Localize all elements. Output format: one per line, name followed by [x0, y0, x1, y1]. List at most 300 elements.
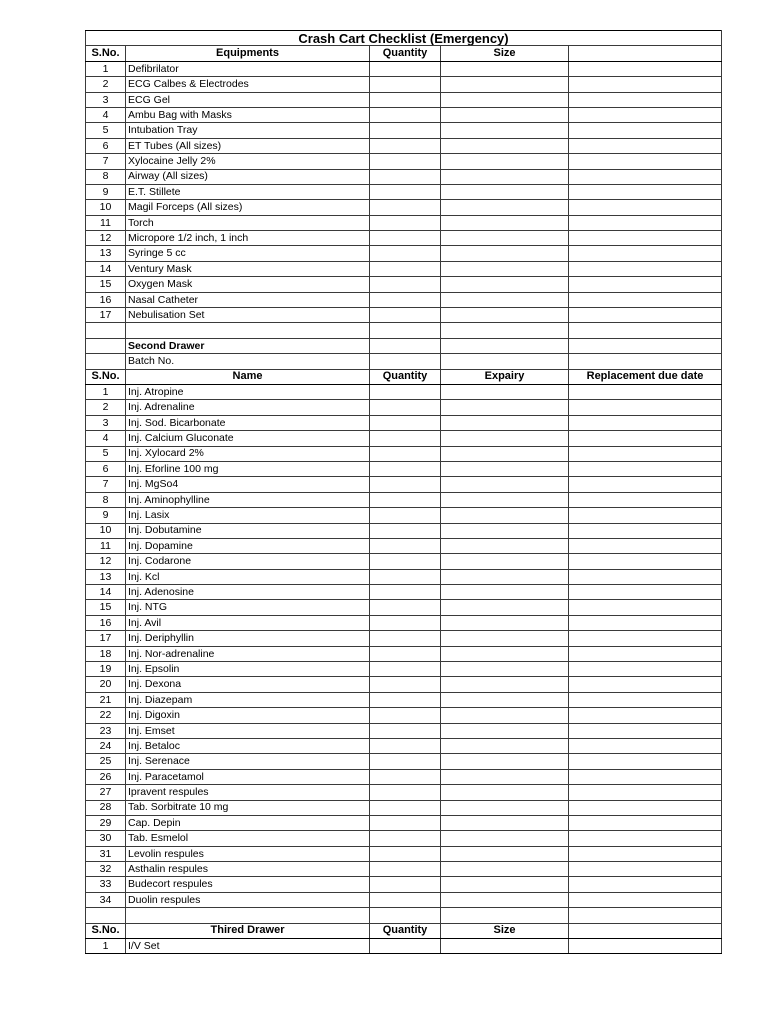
row-extra-cell[interactable]: [569, 384, 722, 399]
row-serial-number: 14: [86, 585, 126, 600]
row-quantity-cell[interactable]: [370, 877, 441, 892]
row-quantity-cell[interactable]: [370, 92, 441, 107]
row-size-cell[interactable]: [441, 154, 569, 169]
row-quantity-cell[interactable]: [370, 446, 441, 461]
row-quantity-cell[interactable]: [370, 892, 441, 907]
row-item-name: Inj. Adenosine: [126, 585, 370, 600]
row-serial-number: 30: [86, 831, 126, 846]
row-serial-number: 34: [86, 892, 126, 907]
row-extra-cell[interactable]: [569, 892, 722, 907]
table-row: [86, 138, 722, 153]
row-item-name: Inj. Digoxin: [126, 708, 370, 723]
row-quantity-cell[interactable]: [370, 231, 441, 246]
table-row: [86, 415, 722, 430]
row-item-name: Inj. MgSo4: [126, 477, 370, 492]
row-quantity-cell[interactable]: [370, 415, 441, 430]
table-row: [86, 477, 722, 492]
table-row: [86, 800, 722, 815]
column-header-name: Name: [126, 369, 370, 384]
row-size-cell[interactable]: [441, 107, 569, 122]
row-extra-cell[interactable]: [569, 646, 722, 661]
row-item-name: Ambu Bag with Masks: [126, 107, 370, 122]
row-item-name: Inj. Calcium Gluconate: [126, 431, 370, 446]
row-serial-number: 6: [86, 461, 126, 476]
row-serial-number: 9: [86, 184, 126, 199]
row-serial-number: 19: [86, 662, 126, 677]
row-extra-cell[interactable]: [569, 569, 722, 584]
row-size-cell[interactable]: [441, 92, 569, 107]
row-extra-cell[interactable]: [569, 246, 722, 261]
row-size-cell[interactable]: [441, 662, 569, 677]
row-extra-cell[interactable]: [569, 615, 722, 630]
row-extra-cell[interactable]: [569, 154, 722, 169]
row-quantity-cell[interactable]: [370, 615, 441, 630]
row-size-cell[interactable]: [441, 569, 569, 584]
row-item-name: Inj. Adrenaline: [126, 400, 370, 415]
spacer-size: [441, 323, 569, 338]
column-header-name: Equipments: [126, 46, 370, 61]
row-quantity-cell[interactable]: [370, 600, 441, 615]
row-size-cell[interactable]: [441, 585, 569, 600]
row-quantity-cell[interactable]: [370, 831, 441, 846]
row-serial-number: 5: [86, 123, 126, 138]
row-extra-cell[interactable]: [569, 508, 722, 523]
row-quantity-cell[interactable]: [370, 662, 441, 677]
row-extra-cell[interactable]: [569, 431, 722, 446]
row-extra-cell[interactable]: [569, 400, 722, 415]
table-row: [86, 723, 722, 738]
row-size-cell[interactable]: [441, 692, 569, 707]
row-item-name: Intubation Tray: [126, 123, 370, 138]
row-serial-number: 8: [86, 169, 126, 184]
row-extra-cell[interactable]: [569, 277, 722, 292]
row-item-name: Inj. Nor-adrenaline: [126, 646, 370, 661]
row-extra-cell[interactable]: [569, 261, 722, 276]
row-serial-number: 11: [86, 538, 126, 553]
table-row: [86, 431, 722, 446]
row-size-cell[interactable]: [441, 846, 569, 861]
table-row: [86, 292, 722, 307]
table-row: [86, 600, 722, 615]
table-row: [86, 231, 722, 246]
row-quantity-cell[interactable]: [370, 554, 441, 569]
row-extra-cell[interactable]: [569, 446, 722, 461]
table-row: [86, 692, 722, 707]
row-size-cell[interactable]: [441, 600, 569, 615]
row-quantity-cell[interactable]: [370, 677, 441, 692]
section-sublabel-size: [441, 354, 569, 369]
row-extra-cell[interactable]: [569, 538, 722, 553]
table-row: [86, 677, 722, 692]
row-size-cell[interactable]: [441, 892, 569, 907]
row-serial-number: 9: [86, 508, 126, 523]
row-size-cell[interactable]: [441, 169, 569, 184]
row-extra-cell[interactable]: [569, 215, 722, 230]
row-size-cell[interactable]: [441, 231, 569, 246]
row-size-cell[interactable]: [441, 415, 569, 430]
table-row: [86, 862, 722, 877]
row-size-cell[interactable]: [441, 677, 569, 692]
row-serial-number: 1: [86, 61, 126, 76]
row-serial-number: 7: [86, 477, 126, 492]
row-serial-number: 3: [86, 92, 126, 107]
row-quantity-cell[interactable]: [370, 708, 441, 723]
row-quantity-cell[interactable]: [370, 738, 441, 753]
row-extra-cell[interactable]: [569, 877, 722, 892]
row-extra-cell[interactable]: [569, 815, 722, 830]
row-extra-cell[interactable]: [569, 138, 722, 153]
row-quantity-cell[interactable]: [370, 538, 441, 553]
row-serial-number: 15: [86, 600, 126, 615]
row-serial-number: 31: [86, 846, 126, 861]
row-extra-cell[interactable]: [569, 492, 722, 507]
table-row: [86, 569, 722, 584]
table-row: [86, 107, 722, 122]
row-extra-cell[interactable]: [569, 200, 722, 215]
table-row: [86, 508, 722, 523]
row-size-cell[interactable]: [441, 246, 569, 261]
row-extra-cell[interactable]: [569, 92, 722, 107]
row-serial-number: 8: [86, 492, 126, 507]
column-header-extra: Replacement due date: [569, 369, 722, 384]
row-serial-number: 13: [86, 246, 126, 261]
row-quantity-cell[interactable]: [370, 308, 441, 323]
row-serial-number: 2: [86, 400, 126, 415]
row-extra-cell[interactable]: [569, 708, 722, 723]
row-quantity-cell[interactable]: [370, 400, 441, 415]
row-item-name: Xylocaine Jelly 2%: [126, 154, 370, 169]
row-extra-cell[interactable]: [569, 107, 722, 122]
row-item-name: Budecort respules: [126, 877, 370, 892]
row-quantity-cell[interactable]: [370, 384, 441, 399]
row-item-name: Tab. Sorbitrate 10 mg: [126, 800, 370, 815]
spacer-qty: [370, 908, 441, 923]
spacer-sno: [86, 908, 126, 923]
row-extra-cell[interactable]: [569, 415, 722, 430]
row-quantity-cell[interactable]: [370, 61, 441, 76]
row-extra-cell[interactable]: [569, 831, 722, 846]
section-label-sno: [86, 338, 126, 353]
page-title: Crash Cart Checklist (Emergency): [86, 31, 722, 46]
spacer-qty: [370, 323, 441, 338]
row-size-cell[interactable]: [441, 523, 569, 538]
section-sublabel-extra: [569, 354, 722, 369]
checklist-sheet: [85, 30, 721, 954]
row-serial-number: 10: [86, 200, 126, 215]
row-size-cell[interactable]: [441, 708, 569, 723]
row-extra-cell[interactable]: [569, 846, 722, 861]
row-size-cell[interactable]: [441, 446, 569, 461]
row-serial-number: 17: [86, 308, 126, 323]
row-serial-number: 28: [86, 800, 126, 815]
row-extra-cell[interactable]: [569, 662, 722, 677]
row-serial-number: 15: [86, 277, 126, 292]
column-header-size: Size: [441, 46, 569, 61]
row-size-cell[interactable]: [441, 831, 569, 846]
spacer-extra: [569, 323, 722, 338]
row-quantity-cell[interactable]: [370, 215, 441, 230]
row-quantity-cell[interactable]: [370, 523, 441, 538]
table-row: [86, 492, 722, 507]
row-item-name: Tab. Esmelol: [126, 831, 370, 846]
row-extra-cell[interactable]: [569, 754, 722, 769]
table-row: [86, 277, 722, 292]
row-size-cell[interactable]: [441, 538, 569, 553]
column-header-extra: [569, 46, 722, 61]
row-serial-number: 16: [86, 292, 126, 307]
row-size-cell[interactable]: [441, 215, 569, 230]
table-row: [86, 815, 722, 830]
table-row: [86, 523, 722, 538]
row-size-cell[interactable]: [441, 400, 569, 415]
column-header-size: Expairy: [441, 369, 569, 384]
table-row: [86, 538, 722, 553]
row-item-name: Inj. Serenace: [126, 754, 370, 769]
row-size-cell[interactable]: [441, 308, 569, 323]
row-extra-cell[interactable]: [569, 231, 722, 246]
row-quantity-cell[interactable]: [370, 77, 441, 92]
row-size-cell[interactable]: [441, 492, 569, 507]
row-size-cell[interactable]: [441, 769, 569, 784]
row-quantity-cell[interactable]: [370, 261, 441, 276]
row-quantity-cell[interactable]: [370, 939, 441, 954]
row-quantity-cell[interactable]: [370, 138, 441, 153]
section-sublabel: Batch No.: [126, 354, 370, 369]
row-size-cell[interactable]: [441, 815, 569, 830]
row-extra-cell[interactable]: [569, 184, 722, 199]
table-row: [86, 646, 722, 661]
table-row: [86, 446, 722, 461]
row-size-cell[interactable]: [441, 123, 569, 138]
row-quantity-cell[interactable]: [370, 477, 441, 492]
row-quantity-cell[interactable]: [370, 631, 441, 646]
row-size-cell[interactable]: [441, 785, 569, 800]
row-serial-number: 11: [86, 215, 126, 230]
row-extra-cell[interactable]: [569, 77, 722, 92]
row-serial-number: 26: [86, 769, 126, 784]
row-item-name: Inj. Sod. Bicarbonate: [126, 415, 370, 430]
row-quantity-cell[interactable]: [370, 585, 441, 600]
spacer-row: [86, 323, 722, 338]
row-item-name: Inj. Dexona: [126, 677, 370, 692]
row-item-name: Inj. Betaloc: [126, 738, 370, 753]
column-header-extra: [569, 923, 722, 938]
header-row-second-drawer: [86, 369, 722, 384]
row-extra-cell[interactable]: [569, 723, 722, 738]
row-extra-cell[interactable]: [569, 308, 722, 323]
row-item-name: Inj. Epsolin: [126, 662, 370, 677]
row-extra-cell[interactable]: [569, 600, 722, 615]
row-size-cell[interactable]: [441, 877, 569, 892]
row-size-cell[interactable]: [441, 723, 569, 738]
row-extra-cell[interactable]: [569, 939, 722, 954]
row-quantity-cell[interactable]: [370, 569, 441, 584]
spacer-row: [86, 908, 722, 923]
row-quantity-cell[interactable]: [370, 107, 441, 122]
column-header-name: Thired Drawer: [126, 923, 370, 938]
row-extra-cell[interactable]: [569, 169, 722, 184]
row-item-name: Inj. Xylocard 2%: [126, 446, 370, 461]
row-size-cell[interactable]: [441, 184, 569, 199]
row-size-cell[interactable]: [441, 939, 569, 954]
row-serial-number: 10: [86, 523, 126, 538]
row-quantity-cell[interactable]: [370, 154, 441, 169]
row-item-name: E.T. Stillete: [126, 184, 370, 199]
column-header-sno: S.No.: [86, 923, 126, 938]
row-quantity-cell[interactable]: [370, 785, 441, 800]
row-extra-cell[interactable]: [569, 61, 722, 76]
row-item-name: Asthalin respules: [126, 862, 370, 877]
section-label-row-second-drawer: [86, 338, 722, 353]
row-quantity-cell[interactable]: [370, 246, 441, 261]
row-item-name: Inj. NTG: [126, 600, 370, 615]
row-size-cell[interactable]: [441, 800, 569, 815]
row-extra-cell[interactable]: [569, 769, 722, 784]
crash-cart-checklist-table: [85, 30, 722, 954]
row-size-cell[interactable]: [441, 862, 569, 877]
row-quantity-cell[interactable]: [370, 723, 441, 738]
header-row-first-drawer: [86, 46, 722, 61]
row-size-cell[interactable]: [441, 477, 569, 492]
row-size-cell[interactable]: [441, 754, 569, 769]
row-extra-cell[interactable]: [569, 862, 722, 877]
row-extra-cell[interactable]: [569, 585, 722, 600]
row-size-cell[interactable]: [441, 292, 569, 307]
column-header-size: Size: [441, 923, 569, 938]
row-extra-cell[interactable]: [569, 800, 722, 815]
row-serial-number: 12: [86, 231, 126, 246]
section-label: Second Drawer: [126, 338, 370, 353]
row-quantity-cell[interactable]: [370, 492, 441, 507]
row-item-name: Inj. Codarone: [126, 554, 370, 569]
title-row: [86, 31, 722, 46]
row-size-cell[interactable]: [441, 646, 569, 661]
row-item-name: Nasal Catheter: [126, 292, 370, 307]
row-serial-number: 13: [86, 569, 126, 584]
row-serial-number: 1: [86, 939, 126, 954]
row-extra-cell[interactable]: [569, 692, 722, 707]
row-serial-number: 4: [86, 431, 126, 446]
table-row: [86, 215, 722, 230]
row-quantity-cell[interactable]: [370, 815, 441, 830]
row-item-name: Duolin respules: [126, 892, 370, 907]
row-size-cell[interactable]: [441, 61, 569, 76]
table-row: [86, 846, 722, 861]
row-quantity-cell[interactable]: [370, 769, 441, 784]
column-header-sno: S.No.: [86, 369, 126, 384]
table-row: [86, 738, 722, 753]
table-row: [86, 92, 722, 107]
row-size-cell[interactable]: [441, 277, 569, 292]
table-row: [86, 662, 722, 677]
row-quantity-cell[interactable]: [370, 800, 441, 815]
row-size-cell[interactable]: [441, 384, 569, 399]
row-item-name: Oxygen Mask: [126, 277, 370, 292]
row-size-cell[interactable]: [441, 615, 569, 630]
row-serial-number: 1: [86, 384, 126, 399]
row-quantity-cell[interactable]: [370, 862, 441, 877]
row-item-name: I/V Set: [126, 939, 370, 954]
row-size-cell[interactable]: [441, 461, 569, 476]
row-quantity-cell[interactable]: [370, 846, 441, 861]
row-size-cell[interactable]: [441, 738, 569, 753]
row-extra-cell[interactable]: [569, 631, 722, 646]
row-size-cell[interactable]: [441, 200, 569, 215]
row-extra-cell[interactable]: [569, 554, 722, 569]
row-serial-number: 17: [86, 631, 126, 646]
row-size-cell[interactable]: [441, 508, 569, 523]
row-item-name: Inj. Avil: [126, 615, 370, 630]
spacer-name: [126, 908, 370, 923]
row-size-cell[interactable]: [441, 554, 569, 569]
row-serial-number: 21: [86, 692, 126, 707]
row-quantity-cell[interactable]: [370, 123, 441, 138]
row-item-name: Levolin respules: [126, 846, 370, 861]
row-item-name: Inj. Eforline 100 mg: [126, 461, 370, 476]
section-label-extra: [569, 338, 722, 353]
table-row: [86, 631, 722, 646]
spacer-sno: [86, 323, 126, 338]
row-size-cell[interactable]: [441, 138, 569, 153]
row-quantity-cell[interactable]: [370, 184, 441, 199]
row-serial-number: 33: [86, 877, 126, 892]
row-quantity-cell[interactable]: [370, 292, 441, 307]
row-item-name: Inj. Aminophylline: [126, 492, 370, 507]
row-quantity-cell[interactable]: [370, 754, 441, 769]
row-quantity-cell[interactable]: [370, 646, 441, 661]
row-extra-cell[interactable]: [569, 477, 722, 492]
row-size-cell[interactable]: [441, 77, 569, 92]
column-header-sno: S.No.: [86, 46, 126, 61]
table-row: [86, 708, 722, 723]
row-serial-number: 7: [86, 154, 126, 169]
row-serial-number: 32: [86, 862, 126, 877]
table-row: [86, 461, 722, 476]
row-quantity-cell[interactable]: [370, 169, 441, 184]
table-row: [86, 831, 722, 846]
row-extra-cell[interactable]: [569, 677, 722, 692]
row-extra-cell[interactable]: [569, 292, 722, 307]
row-extra-cell[interactable]: [569, 738, 722, 753]
row-item-name: Inj. Dobutamine: [126, 523, 370, 538]
column-header-quantity: Quantity: [370, 923, 441, 938]
row-quantity-cell[interactable]: [370, 461, 441, 476]
row-item-name: Ventury Mask: [126, 261, 370, 276]
table-row: [86, 200, 722, 215]
row-serial-number: 6: [86, 138, 126, 153]
section-sublabel-qty: [370, 354, 441, 369]
table-row: [86, 123, 722, 138]
table-row: [86, 400, 722, 415]
row-item-name: Ipravent respules: [126, 785, 370, 800]
row-item-name: Inj. Paracetamol: [126, 769, 370, 784]
row-size-cell[interactable]: [441, 431, 569, 446]
row-extra-cell[interactable]: [569, 523, 722, 538]
row-quantity-cell[interactable]: [370, 692, 441, 707]
row-item-name: Defibrilator: [126, 61, 370, 76]
row-extra-cell[interactable]: [569, 123, 722, 138]
row-size-cell[interactable]: [441, 631, 569, 646]
row-quantity-cell[interactable]: [370, 508, 441, 523]
table-row: [86, 892, 722, 907]
row-extra-cell[interactable]: [569, 785, 722, 800]
row-quantity-cell[interactable]: [370, 431, 441, 446]
row-size-cell[interactable]: [441, 261, 569, 276]
row-extra-cell[interactable]: [569, 461, 722, 476]
row-serial-number: 12: [86, 554, 126, 569]
row-quantity-cell[interactable]: [370, 277, 441, 292]
row-quantity-cell[interactable]: [370, 200, 441, 215]
